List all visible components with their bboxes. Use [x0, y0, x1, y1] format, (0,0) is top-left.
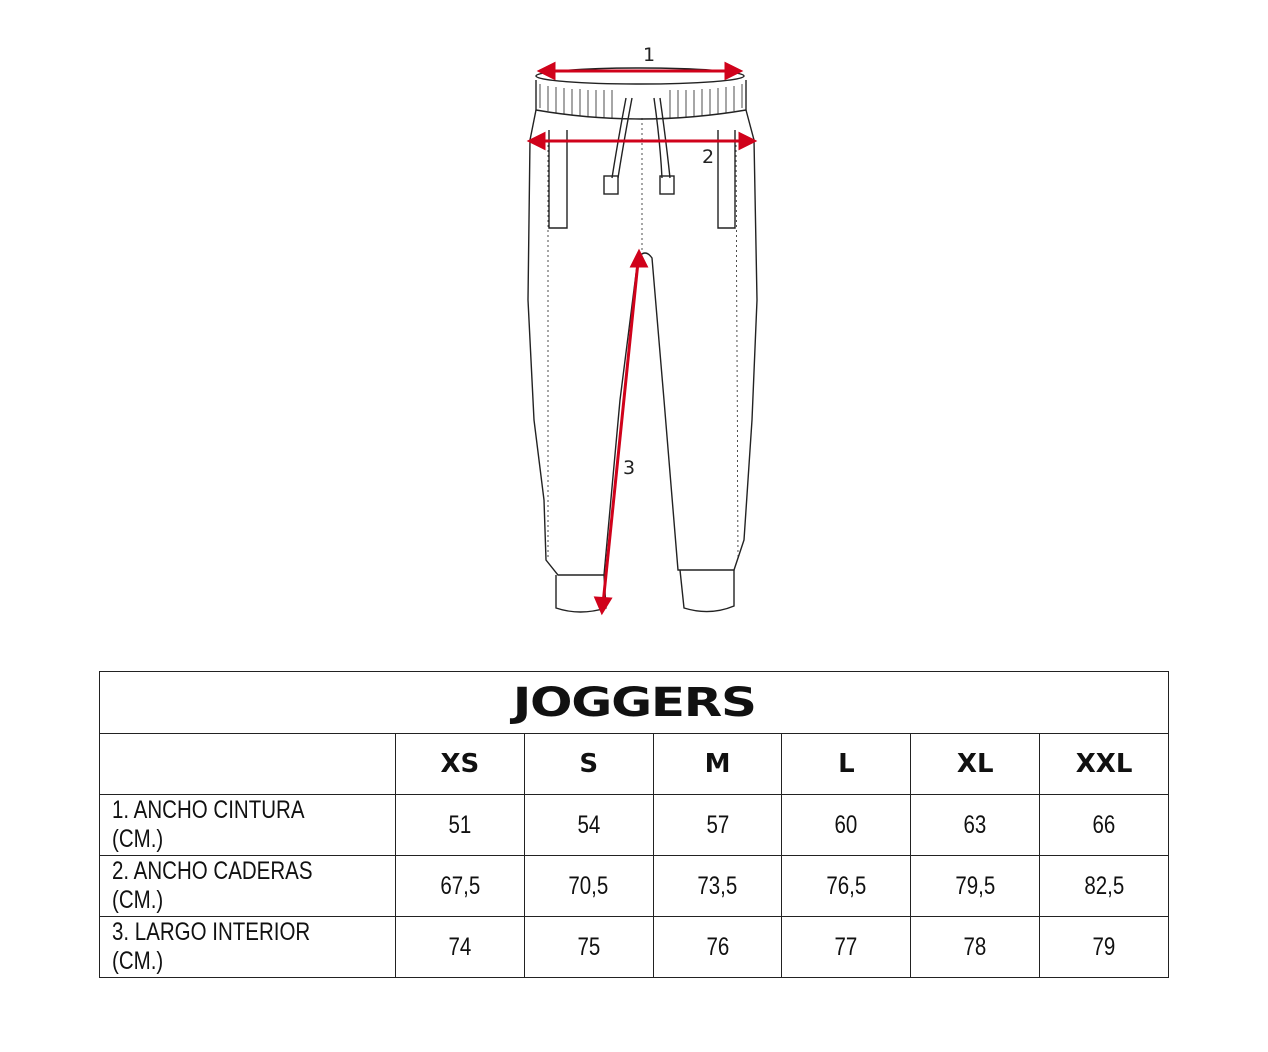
table-cell: 57 — [653, 795, 782, 856]
inseam-arrow-top — [632, 252, 646, 266]
inseam-measure-label: 3 — [623, 457, 636, 479]
hip-measure-label: 2 — [702, 146, 715, 168]
row-label-waist: 1. ANCHO CINTURA (CM.) — [100, 795, 396, 856]
table-cell: 75 — [524, 917, 653, 978]
hip-arrow-left — [530, 134, 544, 148]
table-cell: 82,5 — [1040, 856, 1169, 917]
size-header-l: L — [782, 734, 911, 795]
row-label-hip: 2. ANCHO CADERAS (CM.) — [100, 856, 396, 917]
title-row — [100, 672, 1169, 734]
table-cell: 77 — [782, 917, 911, 978]
table-cell: 79 — [1040, 917, 1169, 978]
row-label-inseam: 3. LARGO INTERIOR (CM.) — [100, 917, 396, 978]
table-cell: 78 — [911, 917, 1040, 978]
table-title: JOGGERS — [100, 672, 1169, 734]
table-cell: 76 — [653, 917, 782, 978]
size-header-s: S — [524, 734, 653, 795]
table-cell: 70,5 — [524, 856, 653, 917]
waist-arrow-left — [540, 64, 554, 78]
hip-arrow-right — [740, 134, 754, 148]
table-cell: 73,5 — [653, 856, 782, 917]
header-empty-cell — [100, 734, 396, 795]
inseam-measure-line — [603, 262, 638, 604]
table-row — [100, 856, 1169, 917]
header-row — [100, 734, 1169, 795]
table-cell: 60 — [782, 795, 911, 856]
table-cell: 76,5 — [782, 856, 911, 917]
table-cell: 67,5 — [396, 856, 525, 917]
size-chart-table — [99, 671, 1169, 978]
waist-arrow-right — [726, 64, 740, 78]
size-header-m: M — [653, 734, 782, 795]
table-cell: 54 — [524, 795, 653, 856]
table-cell: 66 — [1040, 795, 1169, 856]
waist-measure-label: 1 — [643, 44, 656, 66]
size-header-xxl: XXL — [1040, 734, 1169, 795]
table-row — [100, 795, 1169, 856]
pants-outline — [528, 98, 757, 612]
table-row — [100, 917, 1169, 978]
measure-lines — [530, 64, 754, 612]
table-cell: 74 — [396, 917, 525, 978]
size-header-xl: XL — [911, 734, 1040, 795]
table-cell: 63 — [911, 795, 1040, 856]
table-cell: 51 — [396, 795, 525, 856]
waistband — [536, 68, 746, 119]
size-header-xs: XS — [396, 734, 525, 795]
table-cell: 79,5 — [911, 856, 1040, 917]
